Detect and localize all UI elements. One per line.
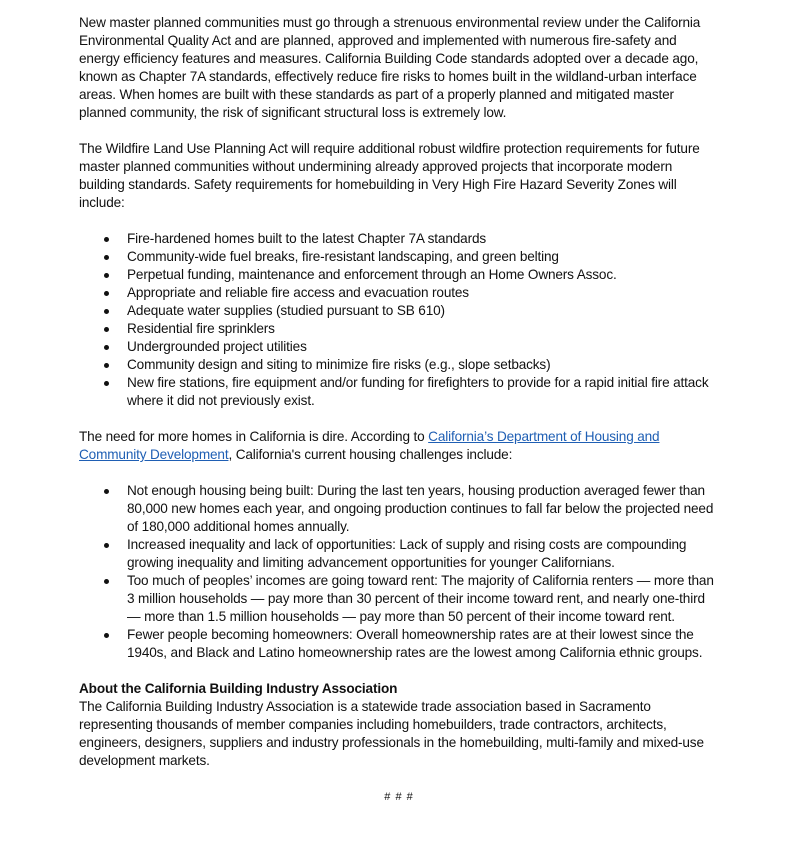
list-item: Community-wide fuel breaks, fire-resistant landscaping, and green belting	[79, 248, 719, 266]
bullet-icon	[104, 309, 109, 314]
bullet-icon	[104, 327, 109, 332]
housing-need-paragraph: The need for more homes in California is dire. According to California’s Department of Housing and Community Development, California's current housing challenges include:	[79, 429, 660, 462]
hcd-link[interactable]: California’s Department of Housing and Community Development	[79, 429, 660, 462]
bullet-icon	[104, 345, 109, 350]
list-item: Perpetual funding, maintenance and enforcement through an Home Owners Assoc.	[79, 266, 719, 284]
bullet-icon	[104, 489, 109, 494]
bullet-icon	[104, 363, 109, 368]
housing-challenges-list	[79, 482, 719, 662]
list-item: Increased inequality and lack of opportunities: Lack of supply and rising costs are compounding growing inequality and limiting advancement opportunities for younger Californians.	[79, 536, 719, 572]
list-item: Too much of peoples’ incomes are going toward rent: The majority of California renters — more than 3 million households — pay more than 30 percent of their income toward rent, and nearly one-third — more than 1.5 million households — pay more than 50 percent of their income toward rent.	[79, 572, 719, 626]
about-paragraph: The California Building Industry Association is a statewide trade association based in Sacramento representing thousands of member companies including homebuilders, trade contractors, architects, engineers, designers, suppliers and industry professionals in the homebuilding, multi-family and mixed-use development markets.	[79, 699, 704, 768]
bullet-icon	[104, 291, 109, 296]
bullet-icon	[104, 633, 109, 638]
list-item: Fire-hardened homes built to the latest Chapter 7A standards	[79, 230, 719, 248]
bullet-icon	[104, 381, 109, 386]
list-item: Undergrounded project utilities	[79, 338, 719, 356]
safety-requirements-list	[79, 230, 719, 410]
list-item: Appropriate and reliable fire access and evacuation routes	[79, 284, 719, 302]
list-item: Community design and siting to minimize fire risks (e.g., slope setbacks)	[79, 356, 719, 374]
bullet-icon	[104, 579, 109, 584]
list-item: New fire stations, fire equipment and/or funding for firefighters to provide for a rapid initial fire attack where it did not previously exist.	[79, 374, 719, 410]
intro-paragraph: New master planned communities must go through a strenuous environmental review under the California Environmental Quality Act and are planned, approved and implemented with numerous fire-safety and energy efficiency features and measures. California Building Code standards adopted over a decade ago, known as Chapter 7A standards, effectively reduce fire risks to homes built in the wildland-urban interface areas. When homes are built with these standards as part of a properly planned and mitigated master planned community, the risk of significant structural loss is extremely low.	[79, 15, 701, 120]
wildfire-act-paragraph: The Wildfire Land Use Planning Act will require additional robust wildfire protection requirements for future master planned communities without undermining already approved projects that incorporate modern building standards. Safety requirements for homebuilding in Very High Fire Hazard Severity Zones will include:	[79, 141, 700, 210]
document-page	[79, 14, 719, 806]
list-item: Not enough housing being built: During the last ten years, housing production averaged fewer than 80,000 new homes each year, and ongoing production continues to fall far below the projected need of 180,000 additional homes annually.	[79, 482, 719, 536]
about-heading: About the California Building Industry Association	[79, 681, 398, 696]
list-item: Fewer people becoming homeowners: Overall homeownership rates are at their lowest since the 1940s, and Black and Latino homeownership rates are the lowest among California ethnic groups.	[79, 626, 719, 662]
bullet-icon	[104, 543, 109, 548]
bullet-icon	[104, 237, 109, 242]
list-item: Residential fire sprinklers	[79, 320, 719, 338]
list-item: Adequate water supplies (studied pursuant to SB 610)	[79, 302, 719, 320]
bullet-icon	[104, 255, 109, 260]
bullet-icon	[104, 273, 109, 278]
end-mark: # # #	[384, 791, 414, 803]
